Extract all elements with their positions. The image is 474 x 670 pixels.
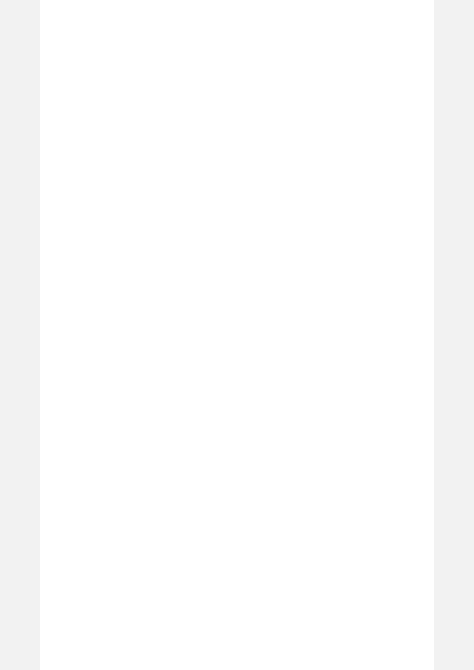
document-page (40, 0, 434, 670)
document-body (74, 56, 401, 79)
